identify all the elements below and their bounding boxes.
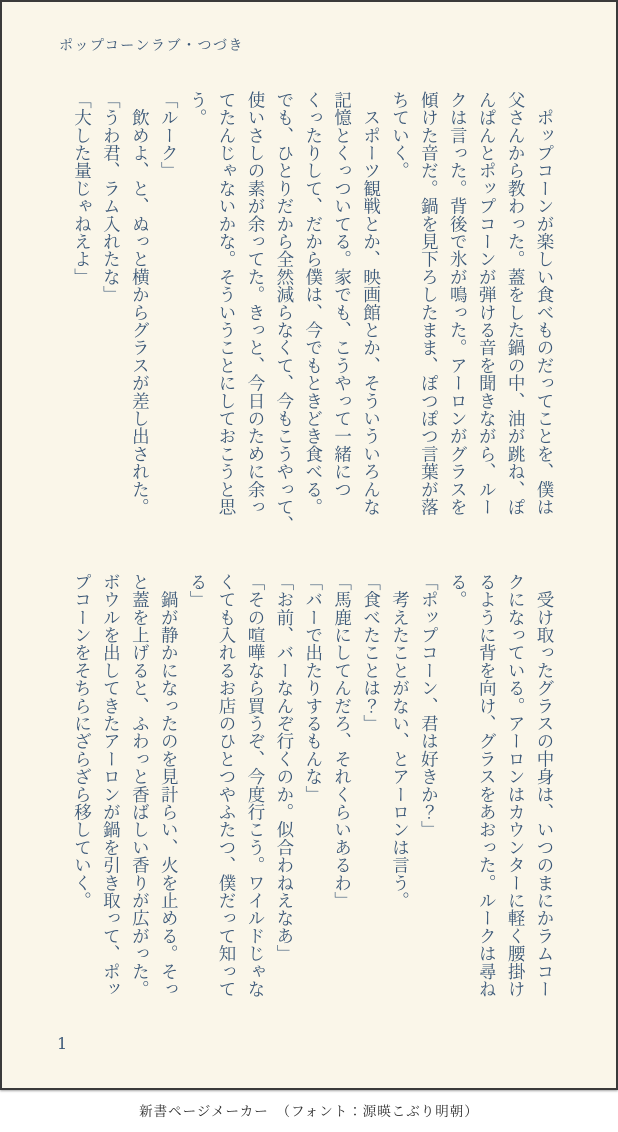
text-line: 父さんから教わった。蓋をした鍋の中、油が跳ね、ぽ <box>505 91 526 516</box>
text-line: 鍋が静かになったのを見計らい、火を止める。そっ <box>158 573 179 998</box>
text-line: 「バーで出たりするもんな」 <box>302 573 323 804</box>
text-line: んぱんとポップコーンが弾ける音を聞きながら、ルー <box>476 91 497 516</box>
page-number: 1 <box>57 1034 68 1053</box>
text-line: るように背を向け、グラスをあおった。ルークは尋ね <box>476 573 497 998</box>
text-line: ちていく。 <box>389 91 410 180</box>
upper-text-block <box>56 91 558 534</box>
text-line: と蓋を上げると、ふわっと香ばしい香りが広がった。 <box>129 573 150 998</box>
text-line: 「その喧嘩なら買うぞ、今度行こう。ワイルドじゃな <box>244 573 265 998</box>
lower-text-block <box>56 573 558 1001</box>
text-line: てたんじゃないかな。そういうことにしておこうと思 <box>216 91 237 516</box>
text-line: くても入れるお店のひとつやふたつ、僕だって知って <box>216 573 237 998</box>
text-line: 「お前、バーなんぞ行くのか。似合わねえなあ」 <box>273 573 294 963</box>
text-line: くったりして、だから僕は、今でもときどき食べる。 <box>302 91 323 516</box>
episode-title: ポップコーンラブ・つづき <box>59 38 245 54</box>
text-line: る。 <box>447 573 468 609</box>
text-line: 「馬鹿にしてんだろ、それくらいあるわ」 <box>331 573 352 910</box>
text-line: 受け取ったグラスの中身は、いつのまにかラムコー <box>534 573 554 998</box>
text-line: でも、ひとりだから全然減らなくて、今もこうやって、 <box>273 91 294 534</box>
text-line: クは言った。背後で氷が鳴った。アーロンがグラスを <box>447 91 468 516</box>
text-line: クになっている。アーロンはカウンターに軽く腰掛け <box>505 573 526 998</box>
text-line: 「食べたことは？」 <box>360 573 381 733</box>
text-line: る」 <box>187 573 208 609</box>
text-line: 記憶とくっついてる。家でも、こうやって一緒につ <box>331 91 352 499</box>
text-line: 「ポップコーン、君は好きか？」 <box>418 573 439 839</box>
text-line: 飲めよ、と、ぬっと横からグラスが差し出された。 <box>129 91 150 516</box>
text-line: 傾けた音だ。鍋を見下ろしたまま、ぽつぽつ言葉が落 <box>418 91 439 516</box>
text-line: プコーンをそちらにざらざら移していく。 <box>71 573 92 910</box>
text-line: 「ルーク」 <box>158 91 179 180</box>
text-line: う。 <box>187 91 208 127</box>
generator-caption: 新書ページメーカー （フォント：源暎こぶり明朝） <box>139 1104 479 1120</box>
text-line: 「うわ君、ラム入れたな」 <box>100 91 121 304</box>
text-line: ボウルを出してきたアーロンが鍋を引き取って、ポッ <box>100 573 121 998</box>
text-line: ポップコーンが楽しい食べものだってことを、僕は <box>534 91 554 516</box>
text-line: 「大した量じゃねえよ」 <box>71 91 92 286</box>
text-line: 使いさしの素が余ってた。きっと、今日のために余っ <box>244 91 265 516</box>
text-line: スポーツ観戦とか、映画館とか、そういういろんな <box>360 91 381 516</box>
text-line: 考えたことがない、とアーロンは言う。 <box>389 573 410 910</box>
